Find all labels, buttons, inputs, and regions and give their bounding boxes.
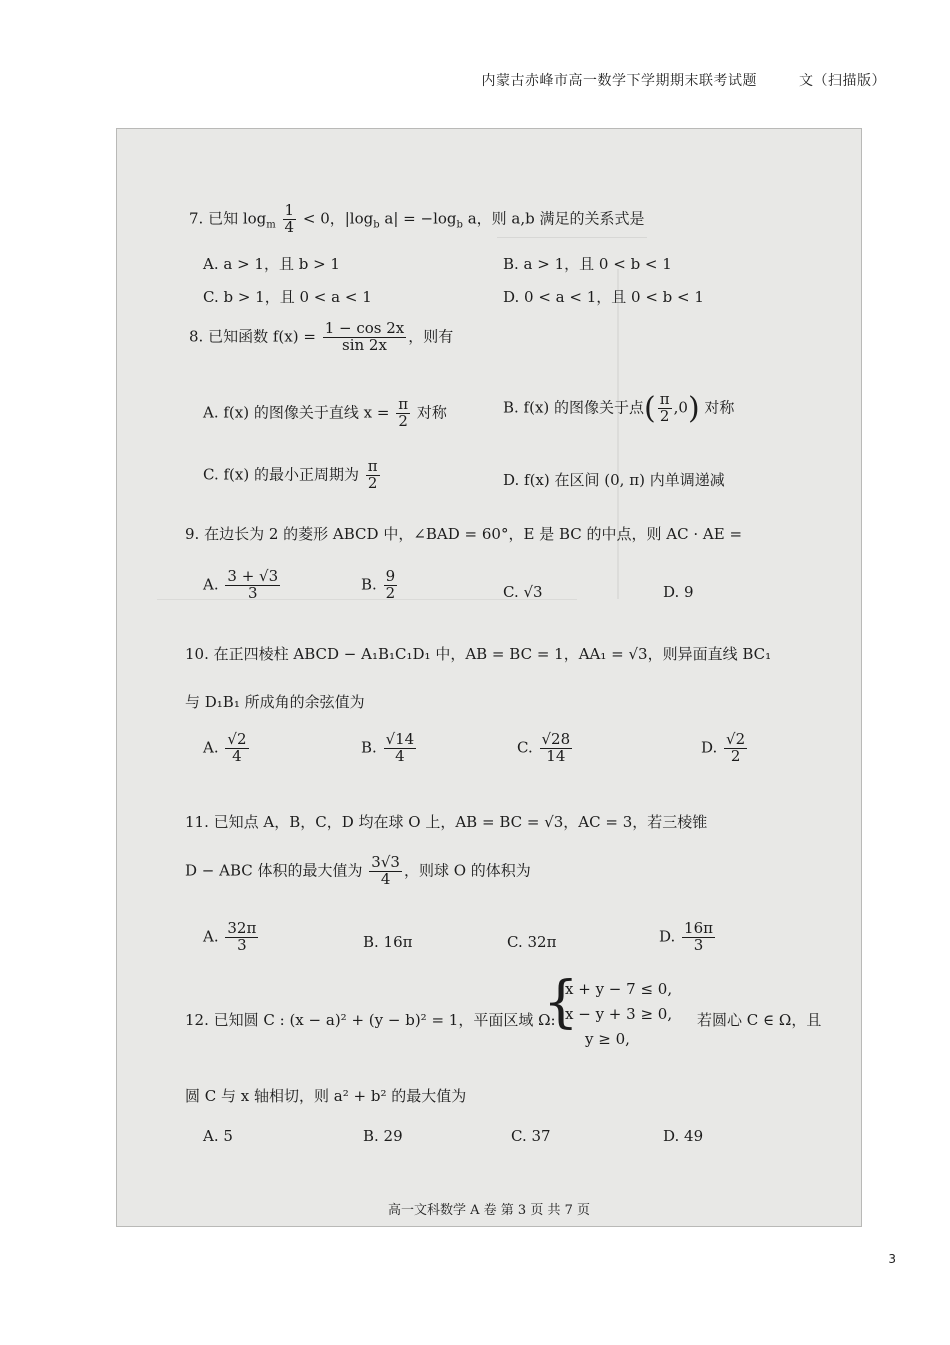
q12-option-d: D. 49 (663, 1127, 704, 1145)
page-number: 3 (888, 1252, 896, 1266)
q7-fraction: $\frac{1}{4}$ (284, 201, 295, 236)
q8-option-d: D. f(x) 在区间 (0, π) 内单调递减 (503, 471, 725, 489)
q8-stem: 8. 已知函数 f(x) = $\frac{1 - \cos 2x}{\sin 2x}$ ，则有 (189, 319, 454, 354)
q12-option-b: B. 29 (363, 1127, 403, 1145)
q11-option-d: D. $\frac{16\pi}{3}$ (659, 919, 713, 954)
q7-option-c: C. b > 1，且 0 < a < 1 (203, 288, 372, 306)
left-paren-glyph: ( (644, 391, 656, 426)
q10-stem-line2: 与 D₁B₁ 所成角的余弦值为 (185, 693, 365, 711)
q12-inequality-system: x + y − 7 ≤ 0, x − y + 3 ≥ 0, y ≥ 0, (565, 980, 673, 1048)
right-paren-glyph: ) (687, 391, 700, 426)
q7-option-d: D. 0 < a < 1，且 0 < b < 1 (503, 288, 704, 306)
header-suffix: 文（扫描版） (799, 73, 886, 89)
q10-stem-line1: 10. 在正四棱柱 ABCD − A₁B₁C₁D₁ 中，AB = BC = 1，AA₁ = √3，则异面直线 BC₁ (185, 645, 772, 663)
q8-fraction: $\frac{1 - \cos 2x}{\sin 2x}$ (324, 319, 405, 354)
q11-option-b: B. 16π (363, 933, 413, 951)
q12-option-c: C. 37 (511, 1127, 551, 1145)
exam-content (117, 129, 861, 1226)
q12-stem-line2: 圆 C 与 x 轴相切，则 a² + b² 的最大值为 (185, 1087, 467, 1105)
q7-option-a: A. a > 1，且 b > 1 (203, 255, 340, 273)
q9-option-b: B. $\frac{9}{2}$ (361, 567, 396, 602)
q9-option-a: A. $\frac{3 + √3}{3}$ (203, 567, 279, 602)
q9-stem: 9. 在边长为 2 的菱形 ABCD 中，∠BAD = 60°，E 是 BC 的中点，则 AC · AE = (185, 525, 743, 543)
q11-option-a: A. $\frac{32\pi}{3}$ (203, 919, 257, 954)
q10-option-a: A. $\frac{√2}{4}$ (203, 730, 247, 765)
left-brace-glyph: { (543, 970, 579, 1035)
q7-stem: 7. 已知 $\log_m$ $\frac{1}{4}$ < 0，$|\log_b$ $a| = -\log_b$ a，则 a,b 满足的关系式是 (189, 201, 645, 236)
q10-option-d: D. $\frac{√2}{2}$ (701, 730, 746, 765)
q11-stem-line2: D − ABC 体积的最大值为 $\frac{3√3}{4}$ ，则球 O 的体积为 (185, 853, 531, 888)
scan-footer: 高一文科数学 A 卷 第 3 页 共 7 页 (388, 1203, 590, 1218)
q11-stem-line1: 11. 已知点 A，B，C，D 均在球 O 上，AB = BC = √3，AC = 3，若三棱锥 (185, 813, 708, 831)
q10-option-c: C. $\frac{√28}{14}$ (517, 730, 571, 765)
scanned-exam-page (116, 128, 862, 1227)
q7-option-b: B. a > 1，且 0 < b < 1 (503, 255, 672, 273)
q8-option-c: C. f(x) 的最小正周期为 $\frac{\pi}{2}$ (203, 457, 378, 492)
q11-option-c: C. 32π (507, 933, 557, 951)
q10-option-b: B. $\frac{√14}{4}$ (361, 730, 415, 765)
q9-option-d: D. 9 (663, 583, 694, 601)
q8-option-b: B. f(x) 的图像关于点( $\frac{\pi}{2}$ ,0) 对称 (503, 390, 735, 426)
page-header (482, 70, 887, 90)
q12-option-a: A. 5 (203, 1127, 233, 1145)
q8-option-a: A. f(x) 的图像关于直线 x = $\frac{\pi}{2}$ 对称 (203, 395, 447, 430)
q12-stem-condition: 若圆心 C ∈ Ω，且 (697, 1011, 822, 1029)
header-title: 内蒙古赤峰市高一数学下学期期末联考试题 (481, 73, 757, 89)
q9-option-c: C. √3 (503, 583, 543, 601)
q12-stem-line1: 12. 已知圆 C : (x − a)² + (y − b)² = 1，平面区域 Ω: (185, 1011, 556, 1029)
